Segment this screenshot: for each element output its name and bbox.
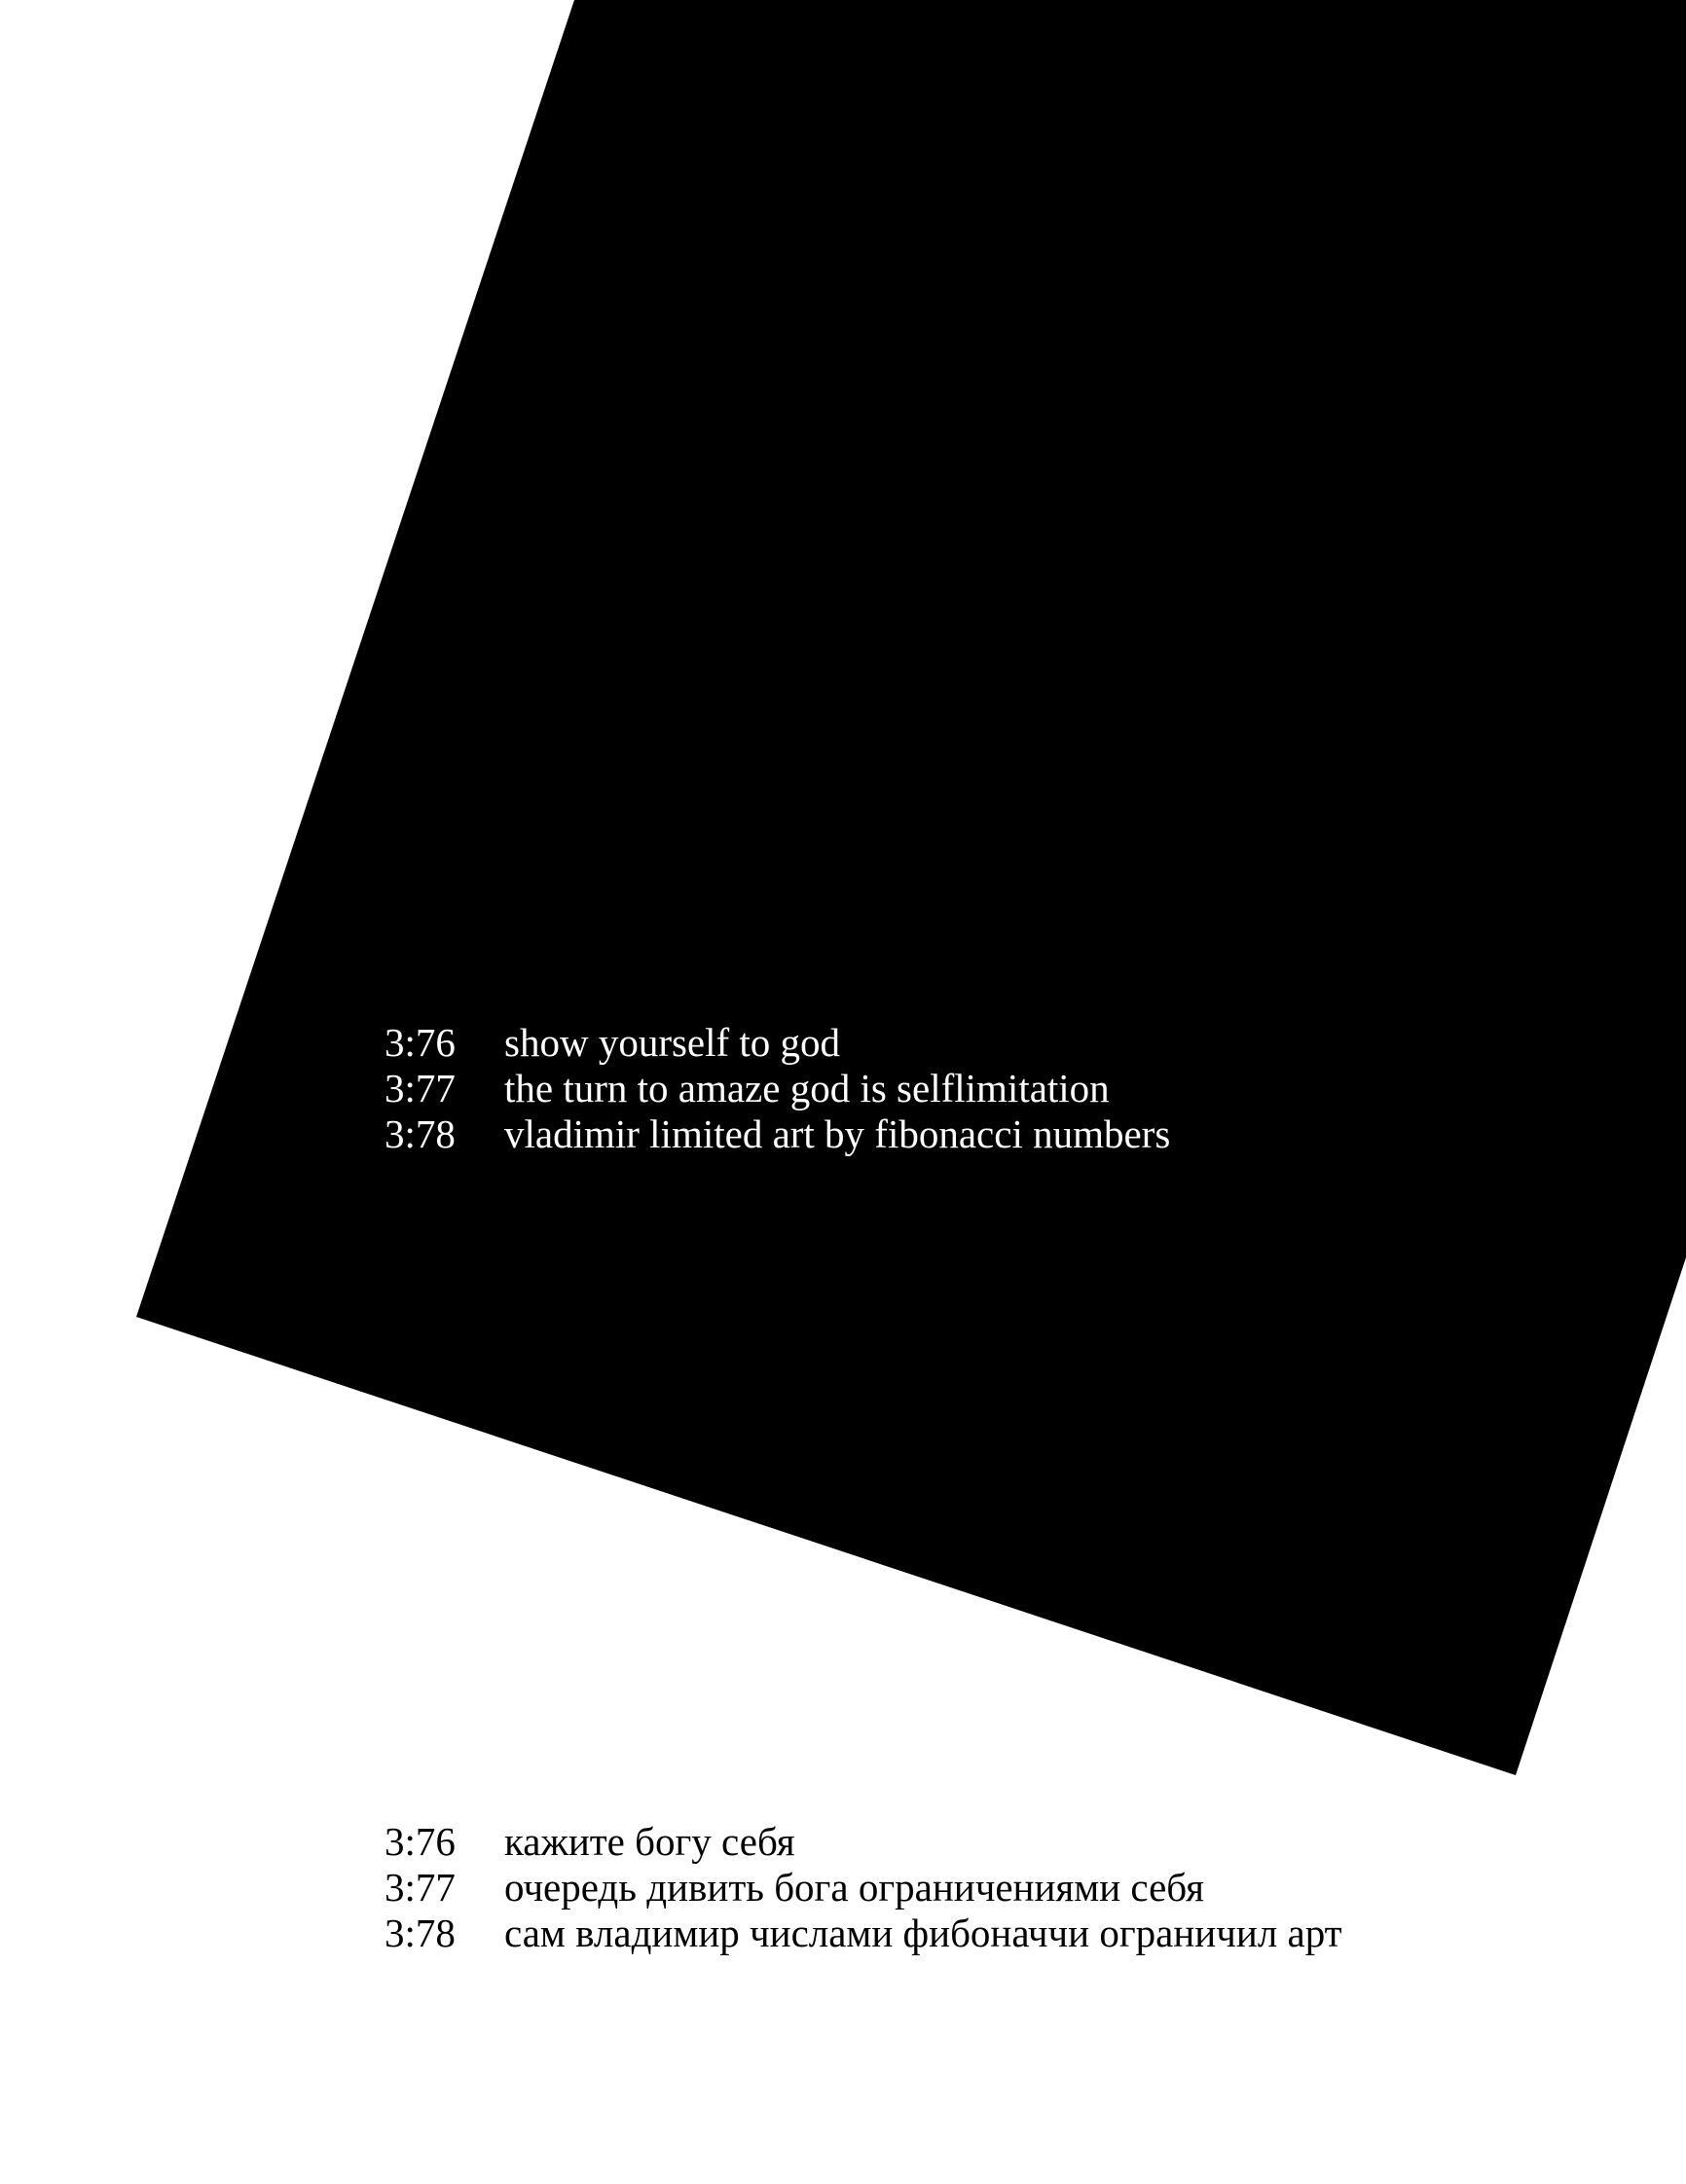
- verse-number: 3:76: [385, 1020, 456, 1065]
- verse-number: 3:76: [385, 1819, 456, 1864]
- verse-line: [385, 1865, 1342, 1911]
- verse-text: очередь дивить бога ограничениями себя: [504, 1865, 1205, 1910]
- verse-line: [385, 1819, 1342, 1865]
- verse-text: show yourself to god: [504, 1020, 841, 1065]
- verse-number: 3:77: [385, 1865, 456, 1910]
- verse-text: the turn to amaze god is selflimitation: [504, 1066, 1110, 1110]
- verse-number: 3:78: [385, 1911, 456, 1955]
- russian-verse-block: [385, 1819, 1342, 1956]
- verse-line: [385, 1111, 1170, 1157]
- verse-line: [385, 1020, 1170, 1066]
- verse-text: vladimir limited art by fibonacci numbers: [504, 1111, 1171, 1156]
- english-verse-block: [385, 1020, 1170, 1157]
- verse-line: [385, 1911, 1342, 1956]
- verse-text: сам владимир числами фибоначчи ограничил арт: [504, 1911, 1342, 1955]
- verse-text: кажите богу себя: [504, 1819, 795, 1864]
- verse-line: [385, 1066, 1170, 1111]
- black-tilted-rectangle: [136, 0, 1686, 1775]
- verse-number: 3:78: [385, 1111, 456, 1156]
- verse-number: 3:77: [385, 1066, 456, 1110]
